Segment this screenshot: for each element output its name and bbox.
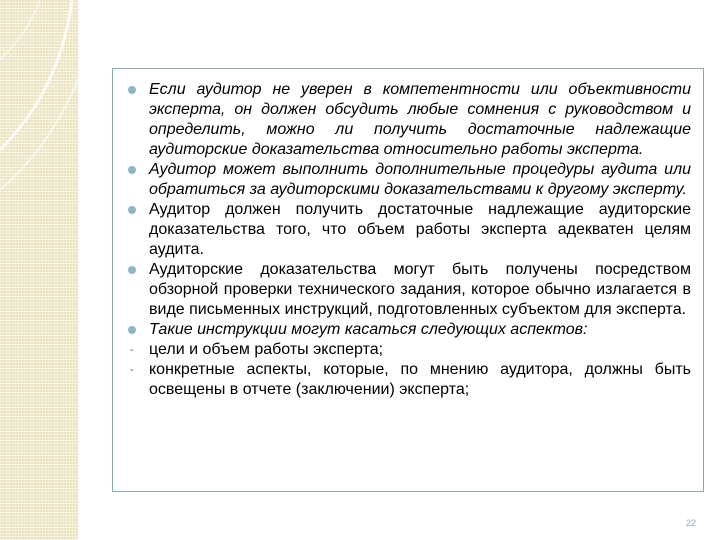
list-item (125, 160, 691, 200)
decorative-arcs (0, 0, 110, 200)
list-item (125, 320, 691, 340)
list-item-text: конкретные аспекты, которые, по мнению аудитора, должны быть освещены в отчете (заключении) эксперта; (149, 361, 691, 398)
dash-marker: - (130, 344, 134, 356)
list-item-text: Аудитор должен получить достаточные надлежащие аудиторские доказательства того, что объем работы эксперта адекватен целям аудита. (149, 201, 691, 258)
bullet-icon (128, 326, 136, 334)
list-item (125, 80, 691, 160)
list-item-text: Аудитор может выполнить дополнительные процедуры аудита или обратиться за аудиторскими доказательствами к другому эксперту. (149, 161, 691, 198)
list-item-text: Такие инструкции могут касаться следующих аспектов: (149, 321, 588, 338)
bullet-list (125, 80, 691, 400)
dash-marker: - (130, 364, 134, 376)
bullet-icon (128, 266, 136, 274)
page-number: 22 (686, 518, 697, 528)
bullet-icon (128, 206, 136, 214)
list-item (125, 260, 691, 320)
list-item-text: Аудиторские доказательства могут быть получены посредством обзорной проверки технического задания, которое обычно излагается в виде письменных инструкций, подготовленных субъектом для эксперта. (149, 261, 691, 318)
bullet-icon (128, 166, 136, 174)
list-item (125, 200, 691, 260)
list-item (125, 340, 691, 360)
list-item-text: цели и объем работы эксперта; (149, 341, 384, 358)
bullet-icon (128, 86, 136, 94)
list-item-text: Если аудитор не уверен в компетентности или объективности эксперта, он должен обсудить любые сомнения с руководством и определить, можно ли получить достаточные надлежащие аудиторские доказательства относительно работы эксперта. (149, 81, 691, 158)
list-item (125, 360, 691, 400)
